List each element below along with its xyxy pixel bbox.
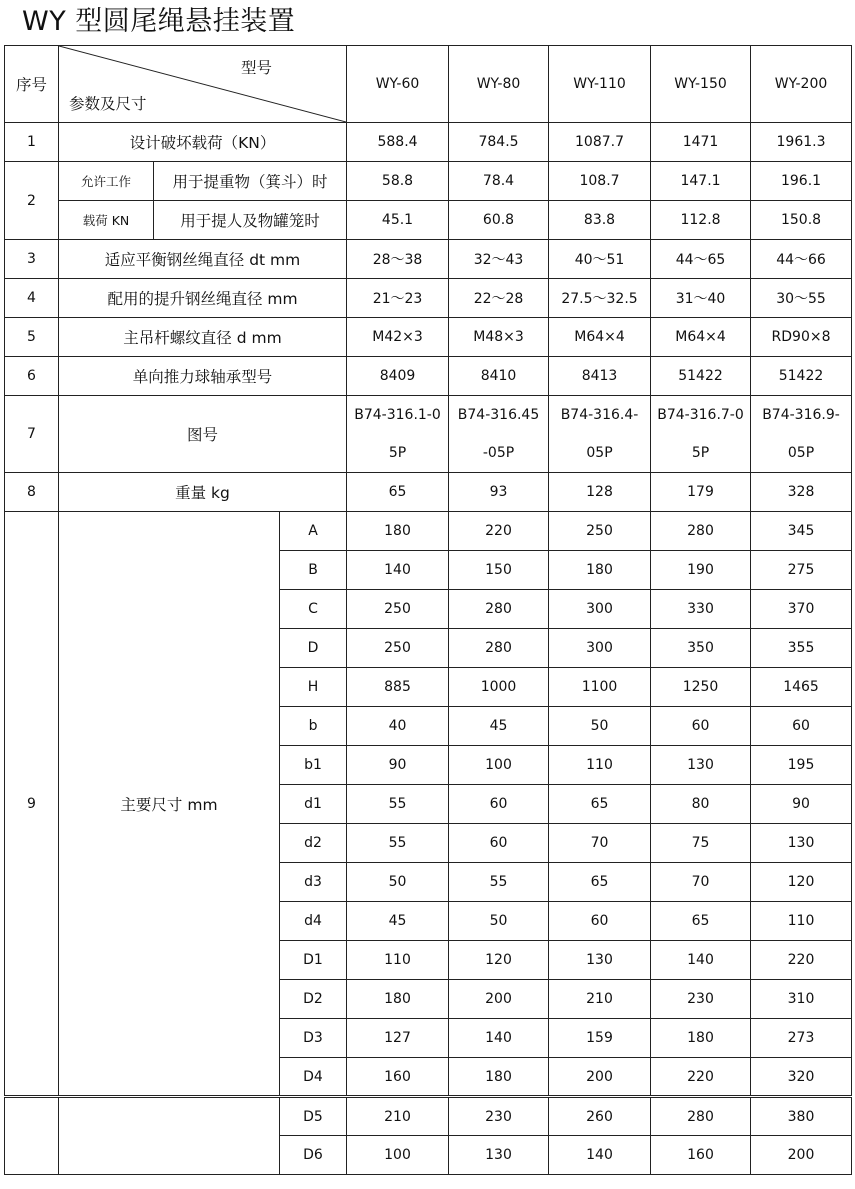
cell-value: 588.4 <box>347 123 449 162</box>
cell-value: 120 <box>449 941 549 980</box>
row-label: 主要尺寸 mm <box>59 512 280 1097</box>
dim-name: b1 <box>280 746 347 785</box>
cell-value: M48×3 <box>449 318 549 357</box>
drawing-number-line1: B74-316.45 <box>457 407 540 423</box>
cell-value: 159 <box>549 1019 651 1058</box>
cell-value: 195 <box>751 746 852 785</box>
dim-name: D1 <box>280 941 347 980</box>
cell-value: 328 <box>751 473 852 512</box>
dim-name: d3 <box>280 863 347 902</box>
cell-value: 31～40 <box>651 279 751 318</box>
cell-value: 110 <box>549 746 651 785</box>
table-row <box>5 201 852 240</box>
model-header: WY-60 <box>347 46 449 123</box>
dim-name: H <box>280 668 347 707</box>
cell-value: 200 <box>549 1058 651 1097</box>
drawing-number-line2: 5P <box>691 445 710 461</box>
cell-value: 110 <box>347 941 449 980</box>
cell-value: 65 <box>549 863 651 902</box>
cell-value: 230 <box>449 1097 549 1136</box>
cell-value: 179 <box>651 473 751 512</box>
cell-value: 8410 <box>449 357 549 396</box>
model-header: WY-110 <box>549 46 651 123</box>
dim-name: b <box>280 707 347 746</box>
cell-value: 150 <box>449 551 549 590</box>
cell-value: 140 <box>449 1019 549 1058</box>
table-row <box>5 123 852 162</box>
drawing-number-cell <box>651 396 751 473</box>
cell-value: 355 <box>751 629 852 668</box>
cell-value: 40～51 <box>549 240 651 279</box>
dim-name: d2 <box>280 824 347 863</box>
cell-value: 370 <box>751 590 852 629</box>
table-row <box>5 1097 852 1136</box>
row-label: 用于提人及物罐笼时 <box>154 201 347 240</box>
row-label: 单向推力球轴承型号 <box>59 357 347 396</box>
param-header-label: 参数及尺寸 <box>69 95 147 113</box>
cell-value: 180 <box>449 1058 549 1097</box>
cell-value: 78.4 <box>449 162 549 201</box>
table-row <box>5 357 852 396</box>
table-row <box>5 318 852 357</box>
cell-value: 80 <box>651 785 751 824</box>
row-label: 适应平衡钢丝绳直径 dt mm <box>59 240 347 279</box>
cell-value: 280 <box>651 1097 751 1136</box>
cell-value: 44～65 <box>651 240 751 279</box>
drawing-number-cell <box>449 396 549 473</box>
cell-value: 90 <box>347 746 449 785</box>
drawing-number-line2: -05P <box>482 445 515 461</box>
cell-value: 250 <box>347 590 449 629</box>
cell-value: 8409 <box>347 357 449 396</box>
cell-value: 32～43 <box>449 240 549 279</box>
dim-name: D6 <box>280 1136 347 1175</box>
cell-value: M42×3 <box>347 318 449 357</box>
dim-name: D4 <box>280 1058 347 1097</box>
table-row <box>5 396 852 473</box>
drawing-number-cell <box>347 396 449 473</box>
cell-value: 250 <box>549 512 651 551</box>
drawing-number-cell <box>751 396 852 473</box>
cell-value: 147.1 <box>651 162 751 201</box>
drawing-number-line1: B74-316.7-0 <box>657 407 744 423</box>
cell-value: 200 <box>751 1136 852 1175</box>
cell-value: 50 <box>549 707 651 746</box>
cell-value: 65 <box>651 902 751 941</box>
cell-value: RD90×8 <box>751 318 852 357</box>
cell-value: 210 <box>347 1097 449 1136</box>
cell-value: 127 <box>347 1019 449 1058</box>
cell-value: 140 <box>651 941 751 980</box>
cell-value: 44～66 <box>751 240 852 279</box>
cell-value: 250 <box>347 629 449 668</box>
cell-value: 280 <box>449 629 549 668</box>
drawing-number-line1: B74-316.1-0 <box>354 407 441 423</box>
cell-value: 180 <box>651 1019 751 1058</box>
cell-value: 310 <box>751 980 852 1019</box>
row-number: 7 <box>5 396 59 473</box>
dim-name: d4 <box>280 902 347 941</box>
drawing-number-line2: 05P <box>586 445 613 461</box>
cell-value: 140 <box>347 551 449 590</box>
cell-value: 60 <box>449 824 549 863</box>
cell-value: 196.1 <box>751 162 852 201</box>
dim-name: B <box>280 551 347 590</box>
cell-value: 70 <box>549 824 651 863</box>
cell-value: 260 <box>549 1097 651 1136</box>
cell-value: 100 <box>449 746 549 785</box>
cell-value: 220 <box>751 941 852 980</box>
row-number: 2 <box>5 162 59 240</box>
cell-value: 55 <box>347 785 449 824</box>
table-row <box>5 512 852 551</box>
cell-value: 885 <box>347 668 449 707</box>
dim-name: D3 <box>280 1019 347 1058</box>
cell-value: 45 <box>347 902 449 941</box>
cell-value: 330 <box>651 590 751 629</box>
row-number: 3 <box>5 240 59 279</box>
cell-value: 83.8 <box>549 201 651 240</box>
cell-value: 273 <box>751 1019 852 1058</box>
cell-value: 150.8 <box>751 201 852 240</box>
cell-value: 1100 <box>549 668 651 707</box>
cell-value: 130 <box>751 824 852 863</box>
dim-name: A <box>280 512 347 551</box>
header-row <box>5 46 852 123</box>
cell-value: 1250 <box>651 668 751 707</box>
cell-value: 220 <box>449 512 549 551</box>
cell-value: 275 <box>751 551 852 590</box>
cell-value: 345 <box>751 512 852 551</box>
row-number: 8 <box>5 473 59 512</box>
cell-value: 200 <box>449 980 549 1019</box>
row-label: 重量 kg <box>59 473 347 512</box>
cell-value: 100 <box>347 1136 449 1175</box>
cell-value: 65 <box>347 473 449 512</box>
cell-value: 300 <box>549 629 651 668</box>
cell-value: 108.7 <box>549 162 651 201</box>
drawing-number-line2: 5P <box>388 445 407 461</box>
drawing-number-line2: 05P <box>787 445 815 461</box>
row-label-continued <box>59 1097 280 1175</box>
cell-value: 140 <box>549 1136 651 1175</box>
cell-value: 180 <box>347 512 449 551</box>
cell-value: 51422 <box>651 357 751 396</box>
cell-value: 55 <box>347 824 449 863</box>
cell-value: 51422 <box>751 357 852 396</box>
group-label-line1: 允许工作 <box>59 162 154 201</box>
row-label: 配用的提升钢丝绳直径 mm <box>59 279 347 318</box>
cell-value: 60 <box>651 707 751 746</box>
dim-name: d1 <box>280 785 347 824</box>
model-header: WY-200 <box>751 46 852 123</box>
drawing-number-cell <box>549 396 651 473</box>
spec-table <box>4 45 852 1175</box>
cell-value: 55 <box>449 863 549 902</box>
cell-value: 220 <box>651 1058 751 1097</box>
row-label: 设计破坏载荷（KN） <box>59 123 347 162</box>
page-title: WY 型圆尾绳悬挂装置 <box>22 6 296 37</box>
row-label: 用于提重物（箕斗）时 <box>154 162 347 201</box>
row-number: 6 <box>5 357 59 396</box>
cell-value: 280 <box>449 590 549 629</box>
cell-value: 160 <box>651 1136 751 1175</box>
model-header: WY-80 <box>449 46 549 123</box>
dim-name: D <box>280 629 347 668</box>
cell-value: 190 <box>651 551 751 590</box>
cell-value: 30～55 <box>751 279 852 318</box>
cell-value: 320 <box>751 1058 852 1097</box>
cell-value: 21～23 <box>347 279 449 318</box>
cell-value: 1465 <box>751 668 852 707</box>
cell-value: 110 <box>751 902 852 941</box>
cell-value: 45 <box>449 707 549 746</box>
group-label-line2: 载荷 KN <box>59 201 154 240</box>
row-label: 图号 <box>59 396 347 473</box>
cell-value: 70 <box>651 863 751 902</box>
seq-header: 序号 <box>5 46 59 123</box>
cell-value: 28～38 <box>347 240 449 279</box>
row-number-continued <box>5 1097 59 1175</box>
row-number: 4 <box>5 279 59 318</box>
cell-value: 1087.7 <box>549 123 651 162</box>
cell-value: 280 <box>651 512 751 551</box>
row-label: 主吊杆螺纹直径 d mm <box>59 318 347 357</box>
cell-value: 130 <box>549 941 651 980</box>
cell-value: 90 <box>751 785 852 824</box>
cell-value: 1000 <box>449 668 549 707</box>
cell-value: 45.1 <box>347 201 449 240</box>
cell-value: 40 <box>347 707 449 746</box>
cell-value: 130 <box>449 1136 549 1175</box>
cell-value: 130 <box>651 746 751 785</box>
dim-name: C <box>280 590 347 629</box>
row-number: 5 <box>5 318 59 357</box>
table-row <box>5 473 852 512</box>
drawing-number-line1: B74-316.4- <box>560 407 639 423</box>
table-row <box>5 240 852 279</box>
dim-name: D5 <box>280 1097 347 1136</box>
cell-value: 8413 <box>549 357 651 396</box>
cell-value: 160 <box>347 1058 449 1097</box>
model-header: WY-150 <box>651 46 751 123</box>
cell-value: 180 <box>549 551 651 590</box>
cell-value: 50 <box>449 902 549 941</box>
table-row <box>5 279 852 318</box>
cell-value: 180 <box>347 980 449 1019</box>
cell-value: 60.8 <box>449 201 549 240</box>
model-header-label: 型号 <box>241 59 273 77</box>
cell-value: 1961.3 <box>751 123 852 162</box>
cell-value: 93 <box>449 473 549 512</box>
dim-name: D2 <box>280 980 347 1019</box>
row-number: 1 <box>5 123 59 162</box>
cell-value: M64×4 <box>549 318 651 357</box>
cell-value: 210 <box>549 980 651 1019</box>
cell-value: 380 <box>751 1097 852 1136</box>
cell-value: 22～28 <box>449 279 549 318</box>
cell-value: 350 <box>651 629 751 668</box>
row-number: 9 <box>5 512 59 1097</box>
table-row <box>5 162 852 201</box>
cell-value: 120 <box>751 863 852 902</box>
diagonal-header <box>59 46 347 123</box>
cell-value: 60 <box>449 785 549 824</box>
cell-value: 60 <box>751 707 852 746</box>
cell-value: 75 <box>651 824 751 863</box>
cell-value: 65 <box>549 785 651 824</box>
cell-value: 128 <box>549 473 651 512</box>
cell-value: 58.8 <box>347 162 449 201</box>
cell-value: 112.8 <box>651 201 751 240</box>
cell-value: 27.5～32.5 <box>549 279 651 318</box>
cell-value: 60 <box>549 902 651 941</box>
cell-value: 1471 <box>651 123 751 162</box>
cell-value: 230 <box>651 980 751 1019</box>
drawing-number-line1: B74-316.9- <box>762 407 840 423</box>
cell-value: 300 <box>549 590 651 629</box>
cell-value: 784.5 <box>449 123 549 162</box>
cell-value: 50 <box>347 863 449 902</box>
cell-value: M64×4 <box>651 318 751 357</box>
